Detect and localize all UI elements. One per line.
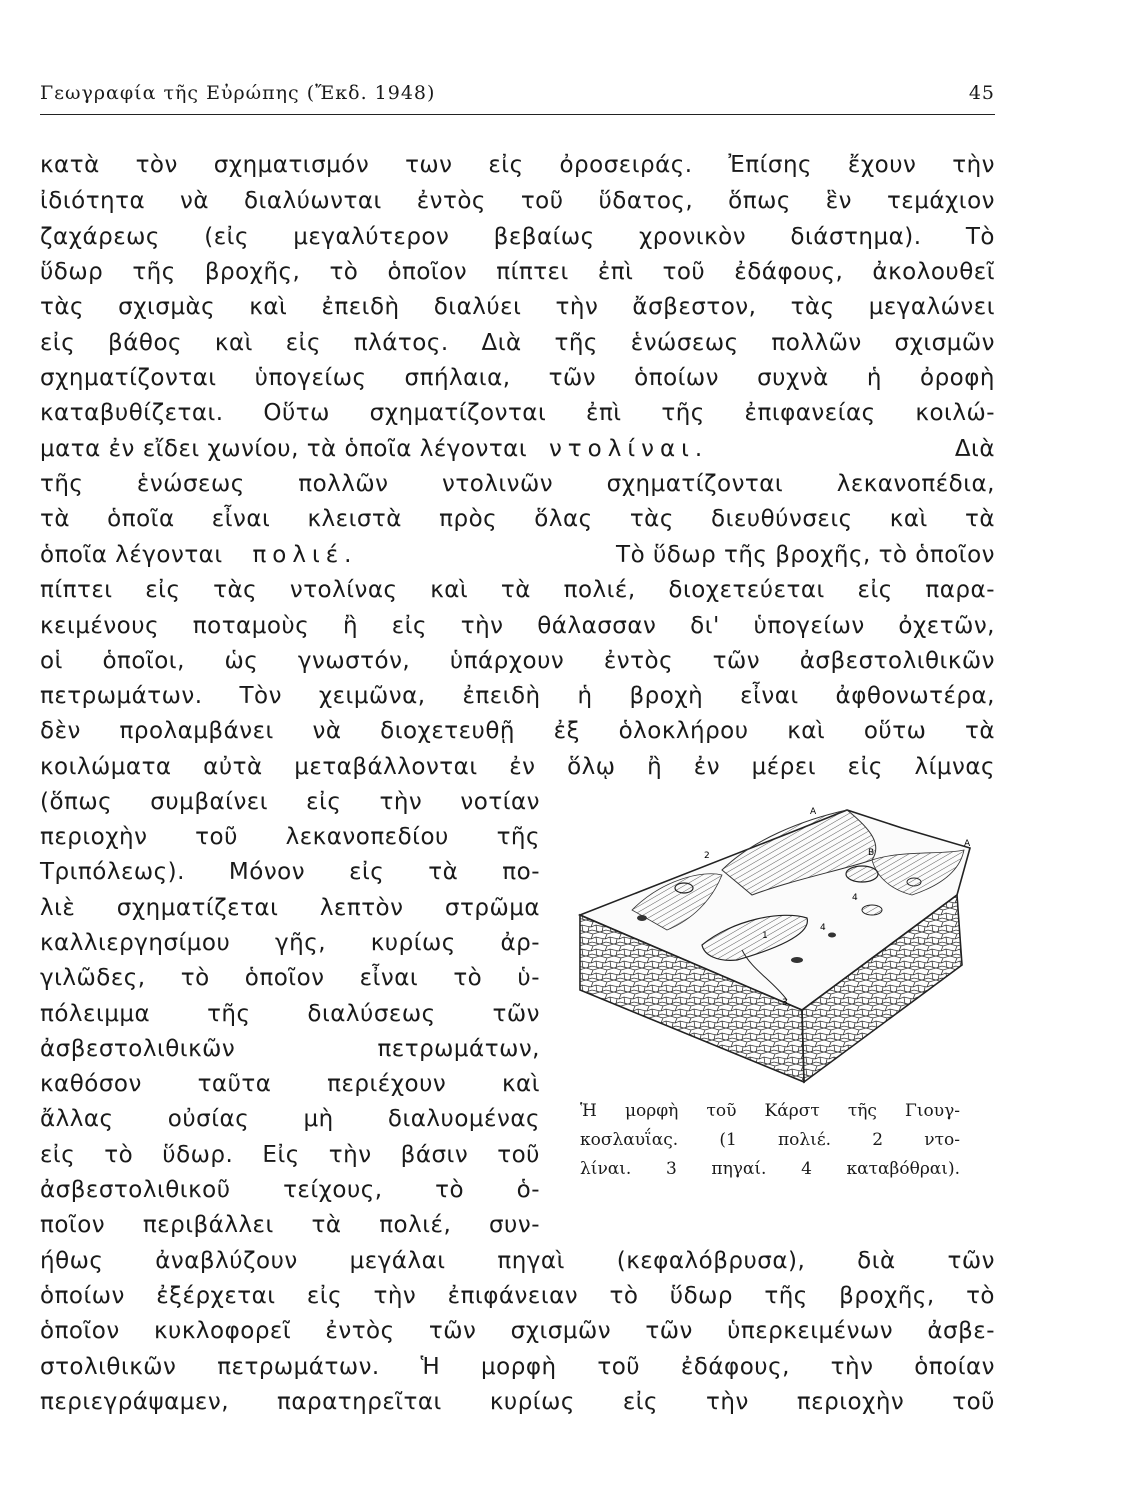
text-line: εἰς τὸ ὕδωρ. Εἰς τὴν βάσιν τοῦ	[40, 1142, 540, 1168]
text-line: (ὅπως συμβαίνει εἰς τὴν νοτίαν	[40, 789, 540, 815]
text-line: στολιθικῶν πετρωμάτων. Ἡ μορφὴ τοῦ ἐδάφους, τὴν ὁποίαν	[40, 1354, 995, 1380]
text-line: πίπτει εἰς τὰς ντολίνας καὶ τὰ πολιέ, διοχετεύεται εἰς παρα-	[40, 577, 995, 603]
text-line: ὕδωρ τῆς βροχῆς, τὸ ὁποῖον πίπτει ἐπὶ τοῦ ἐδάφους, ἀκολουθεῖ	[40, 259, 995, 285]
text-line: σχηματίζονται ὑπογείως σπήλαια, τῶν ὁποίων συχνὰ ἡ ὀροφὴ	[40, 365, 995, 391]
text-line: περιεγράψαμεν, παρατηρεῖται κυρίως εἰς τὴν περιοχὴν τοῦ	[40, 1389, 995, 1415]
doline	[637, 915, 647, 921]
text-line: Τριπόλεως). Μόνον εἰς τὰ πο-	[40, 859, 540, 885]
text-line: ὁποῖον κυκλοφορεῖ ἐντὸς τῶν σχισμῶν τῶν ὑπερκειμένων ἀσβε-	[40, 1318, 995, 1344]
doline	[791, 957, 803, 963]
figure-label: 3	[782, 998, 788, 1008]
text-line: τὰς σχισμὰς καὶ ἐπειδὴ διαλύει τὴν ἄσβεστον, τὰς μεγαλώνει	[40, 294, 995, 320]
text-line: ματα ἐν εἴδει χωνίου, τὰ ὁποῖα λέγονται ντολίναι. Διὰ	[40, 436, 995, 462]
figure-caption	[580, 1097, 960, 1184]
text-line: οἱ ὁποῖοι, ὡς γνωστόν, ὑπάρχουν ἐντὸς τῶν ἀσβεστολιθικῶν	[40, 648, 995, 674]
caption-line: κοσλαυΐας. (1 πολιέ. 2 ντο-	[580, 1130, 960, 1150]
doline	[846, 866, 878, 882]
doline	[862, 905, 882, 915]
term-polie: πολιέ.	[252, 542, 358, 568]
figure-label: 4	[820, 923, 826, 933]
text-line: ήθως ἀναβλύζουν μεγάλαι πηγαὶ (κεφαλόβρυσα), διὰ τῶν	[40, 1248, 995, 1274]
figure-label: 2	[704, 851, 710, 861]
text-line: πετρωμάτων. Τὸν χειμῶνα, ἐπειδὴ ἡ βροχὴ εἶναι ἀφθονωτέρα,	[40, 683, 995, 709]
doline	[828, 933, 836, 938]
text-line: καταβυθίζεται. Οὕτω σχηματίζονται ἐπὶ τῆς ἐπιφανείας κοιλώ-	[40, 400, 995, 426]
text-line: ὁποίων ἐξέρχεται εἰς τὴν ἐπιφάνειαν τὸ ὕδωρ τῆς βροχῆς, τὸ	[40, 1283, 995, 1309]
figure-label: 4	[852, 893, 858, 903]
text-line: τῆς ἑνώσεως πολλῶν ντολινῶν σχηματίζονται λεκανοπέδια,	[40, 471, 995, 497]
running-title: Γεωγραφία τῆς Εὐρώπης (Ἔκδ. 1948)	[40, 82, 436, 104]
caption-line: Ἡ μορφὴ τοῦ Κάρστ τῆς Γιουγ-	[580, 1101, 960, 1121]
page-header	[40, 80, 995, 115]
text-line: ἰδιότητα νὰ διαλύωνται ἐντὸς τοῦ ὕδατος, ὅπως ἓν τεμάχιον	[40, 188, 995, 214]
text-line: ἀσβεστολιθικοῦ τείχους, τὸ ὁ-	[40, 1177, 540, 1203]
text-line: ζαχάρεως (εἰς μεγαλύτερον βεβαίως χρονικὸν διάστημα). Τὸ	[40, 224, 995, 250]
text-line: ὁποῖα λέγονται πολιέ. Τὸ ὕδωρ τῆς βροχῆς, τὸ ὁποῖον	[40, 542, 995, 568]
text-line: ποῖον περιβάλλει τὰ πολιέ, συν-	[40, 1212, 540, 1238]
text-line: κειμένους ποταμοὺς ἢ εἰς τὴν θάλασσαν δι' ὑπογείων ὀχετῶν,	[40, 613, 995, 639]
text-line: καθόσον ταῦτα περιέχουν καὶ	[40, 1071, 540, 1097]
text-line: καλλιεργησίμου γῆς, κυρίως ἀρ-	[40, 930, 540, 956]
caption-line: λίναι. 3 πηγαί. 4 καταβόθραι).	[580, 1159, 960, 1179]
karst-block-diagram	[572, 800, 977, 1085]
text-line: εἰς βάθος καὶ εἰς πλάτος. Διὰ τῆς ἑνώσεως πολλῶν σχισμῶν	[40, 330, 995, 356]
text-line: ἀσβεστολιθικῶν πετρωμάτων,	[40, 1036, 540, 1062]
text-line: δὲν προλαμβάνει νὰ διοχετευθῇ ἐξ ὁλοκλήρου καὶ οὕτω τὰ	[40, 718, 995, 744]
term-ntolinai: ντολίναι.	[548, 436, 709, 462]
text-line: κοιλώματα αὐτὰ μεταβάλλονται ἐν ὅλῳ ἢ ἐν μέρει εἰς λίμνας	[40, 754, 995, 780]
figure-label: A	[964, 839, 971, 849]
text-line: πόλειμμα τῆς διαλύσεως τῶν	[40, 1001, 540, 1027]
page-number: 45	[968, 82, 995, 104]
text-line: λιὲ σχηματίζεται λεπτὸν στρῶμα	[40, 895, 540, 921]
figure-label: B	[868, 848, 875, 858]
text-line: τὰ ὁποῖα εἶναι κλειστὰ πρὸς ὅλας τὰς διευθύνσεις καὶ τὰ	[40, 506, 995, 532]
text-line: κατὰ τὸν σχηματισμόν των εἰς ὀροσειράς. Ἐπίσης ἔχουν τὴν	[40, 152, 995, 178]
text-line: περιοχὴν τοῦ λεκανοπεδίου τῆς	[40, 824, 540, 850]
figure-label: A	[810, 807, 817, 817]
figure-label: 1	[762, 931, 768, 941]
text-line: ἄλλας οὐσίας μὴ διαλυομένας	[40, 1106, 540, 1132]
text-line: γιλῶδες, τὸ ὁποῖον εἶναι τὸ ὑ-	[40, 965, 540, 991]
